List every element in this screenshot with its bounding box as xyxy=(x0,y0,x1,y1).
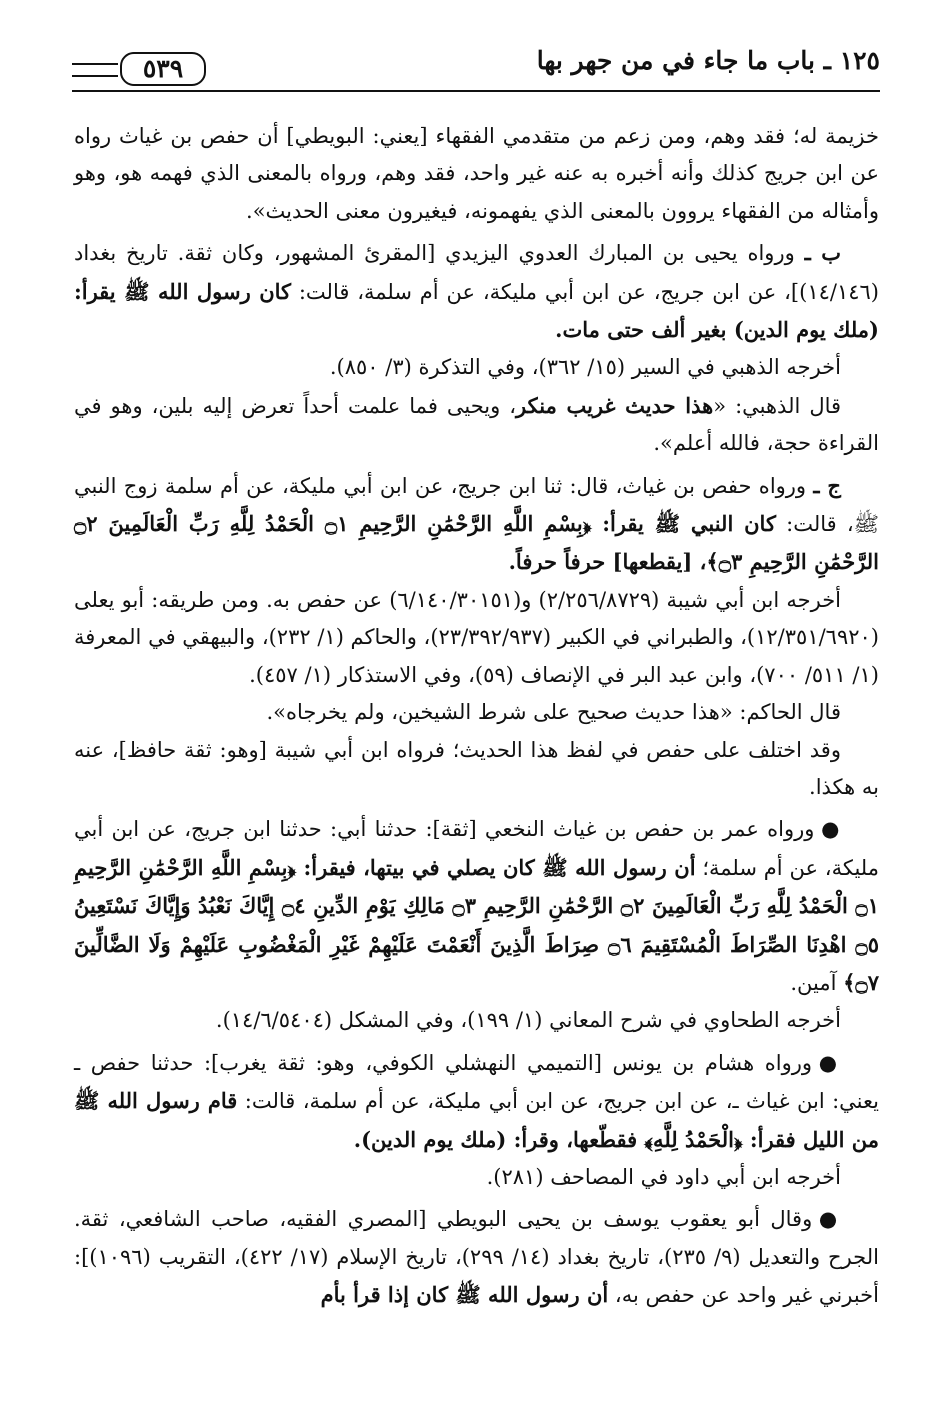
paragraph-text: خزيمة له؛ فقد وهم، ومن زعم من متقدمي الفقهاء [يعني: البويطي] أن حفص بن غياث رواه عن ابن جريج كذلك وأنه أخبره به عنه غير واحد، فقد وهم، ورواه بالمعنى الذي فهمه هو، وهو وأمثاله من الفقهاء يروون بالمعنى الذي يفهمونه، فيغيرون معنى الحديث». xyxy=(74,124,879,223)
paragraph xyxy=(74,732,879,807)
paragraph xyxy=(74,118,879,230)
paragraph xyxy=(74,582,879,694)
paragraph-text: آمين. xyxy=(790,970,844,995)
paragraph xyxy=(74,1200,879,1314)
hadith-text: أن رسول الله ﷺ كان إذا قرأ بأم xyxy=(320,1282,609,1308)
page-header xyxy=(72,42,880,98)
paragraph xyxy=(74,1002,879,1039)
paragraph-text: أخرجه الذهبي في السير (١٥/ ٣٦٢)، وفي التذكرة (٣/ ٨٥٠). xyxy=(329,355,841,380)
paragraph-text: أخرجه الطحاوي في شرح المعاني (١/ ١٩٩)، وفي المشكل (١٤/٦/٥٤٠٤). xyxy=(215,1008,841,1033)
paragraph-text: قال الذهبي: « xyxy=(713,393,842,418)
hadith-text: أن رسول الله ﷺ كان يصلي في بيتها، فيقرأ: ﴿بِسْمِ اللَّهِ الرَّحْمَٰنِ الرَّحِيمِ ۝١ الْحَمْدُ لِلَّهِ رَبِّ الْعَالَمِينَ ۝٢ الرَّحْمَٰنِ الرَّحِيمِ ۝٣ مَالِكِ يَوْمِ الدِّينِ ۝٤ إِيَّاكَ نَعْبُدُ وَإِيَّاكَ نَسْتَعِينُ ۝٥ اهْدِنَا الصِّرَاطَ الْمُسْتَقِيمَ ۝٦ صِرَاطَ الَّذِينَ أَنْعَمْتَ عَلَيْهِمْ غَيْرِ الْمَغْضُوبِ عَلَيْهِمْ وَلَا الضَّالِّينَ ۝٧﴾ xyxy=(74,854,879,995)
paragraph-text: قال الحاكم: «هذا حديث صحيح على شرط الشيخين، ولم يخرجاه». xyxy=(266,700,841,725)
page-number: ٥٣٩ xyxy=(120,52,206,86)
paragraph-text: وقال أبو يعقوب يوسف بن يحيى البويطي [المصري الفقيه، صاحب الشافعي، ثقة. الجرح والتعديل (٩/ ٢٣٥)، تاريخ بغداد (١٤/ ٢٩٩)، تاريخ الإسلام (١٧/ ٤٢٢)، التقريب (١٠٩٦)]: أخبرني غير واحد عن حفص به، xyxy=(74,1207,879,1308)
header-rule xyxy=(72,90,880,92)
document-body xyxy=(74,118,879,1315)
bullet-marker: ● xyxy=(818,1206,841,1232)
chapter-title: ١٢٥ ـ باب ما جاء في من جهر بها xyxy=(536,46,880,75)
paragraph-text: ورواه يحيى بن المبارك العدوي اليزيدي [المقرئ المشهور، وكان ثقة. تاريخ بغداد (١٤/١٤٦)]، عن ابن جريج، عن ابن أبي مليكة، عن أم سلمة، قالت: xyxy=(74,241,879,304)
paragraph xyxy=(74,349,879,386)
paragraph-text: أخرجه ابن أبي شيبة (٢/٢٥٦/٨٧٢٩) و(٦/١٤٠/٣٠١٥١) عن حفص به. ومن طريقه: أبو يعلى (١٢/٣٥١/٦٩٢٠)، والطبراني في الكبير (٢٣/٣٩٢/٩٣٧)، والحاكم (١/ ٢٣٢)، والبيهقي في المعرفة (١/ ٥١١/ ٧٠٠)، وابن عبد البر في الإنصاف (٥٩)، وفي الاستذكار (١/ ٤٥٧). xyxy=(74,587,879,687)
paragraph xyxy=(74,810,879,1002)
paragraph xyxy=(74,234,879,349)
paragraph xyxy=(74,694,879,731)
bullet-marker: ● xyxy=(818,1049,841,1075)
paragraph-text: ورواه حفص بن غياث، قال: ثنا ابن جريج، عن ابن أبي مليكة، عن أم سلمة زوج النبي ﷺ، قالت: xyxy=(74,473,880,537)
paragraph xyxy=(74,387,879,463)
section-marker: ج ـ xyxy=(813,472,841,498)
hadith-text: كان النبي ﷺ يقرأ: ﴿بِسْمِ اللَّهِ الرَّحْمَٰنِ الرَّحِيمِ ۝١ الْحَمْدُ لِلَّهِ رَبِّ الْعَالَمِينَ ۝٢ الرَّحْمَٰنِ الرَّحِيمِ ۝٣﴾، [يقطعها] حرفاً حرفاً. xyxy=(74,511,879,575)
hadith-text: هذا حديث غريب منكر xyxy=(516,392,714,418)
page-number-ornament xyxy=(72,52,222,86)
bullet-marker: ● xyxy=(821,816,842,842)
paragraph-text: ورواه عمر بن حفص بن غياث النخعي [ثقة]: حدثنا أبي: حدثنا ابن جريج، عن ابن أبي مليكة، عن أم سلمة؛ xyxy=(74,817,879,880)
paragraph xyxy=(74,467,879,582)
hadith-text: قام رسول الله ﷺ من الليل فقرأ: ﴿الْحَمْدُ لِلَّهِ﴾ فقطّعها، وقرأ: (ملك يوم الدين). xyxy=(74,1088,879,1152)
paragraph-text: وقد اختلف على حفص في لفظ هذا الحديث؛ فرواه ابن أبي شيبة [وهو: ثقة حافظ]، عنه به هكذا. xyxy=(74,737,879,799)
paragraph xyxy=(74,1159,879,1196)
paragraph-text: أخرجه ابن أبي داود في المصاحف (٢٨١). xyxy=(486,1164,841,1189)
paragraph xyxy=(74,1044,879,1159)
hadith-text: كان رسول الله ﷺ يقرأ: (ملك يوم الدين) بغير ألف حتى مات. xyxy=(74,278,879,343)
paragraph-text: ورواه هشام بن يونس [التميمي النهشلي الكوفي، وهو: ثقة يغرب]: حدثنا حفص ـ يعني: ابن غياث ـ، عن ابن جريج، عن ابن أبي مليكة، عن أم سلمة، قالت: xyxy=(74,1050,879,1114)
ornament-lines xyxy=(72,63,118,77)
section-marker: ب ـ xyxy=(804,240,841,266)
paragraph-text: ، ويحيى فما علمت أحداً تعرض إليه بلين، وهو في القراءة حجة، فالله أعلم». xyxy=(74,393,879,456)
